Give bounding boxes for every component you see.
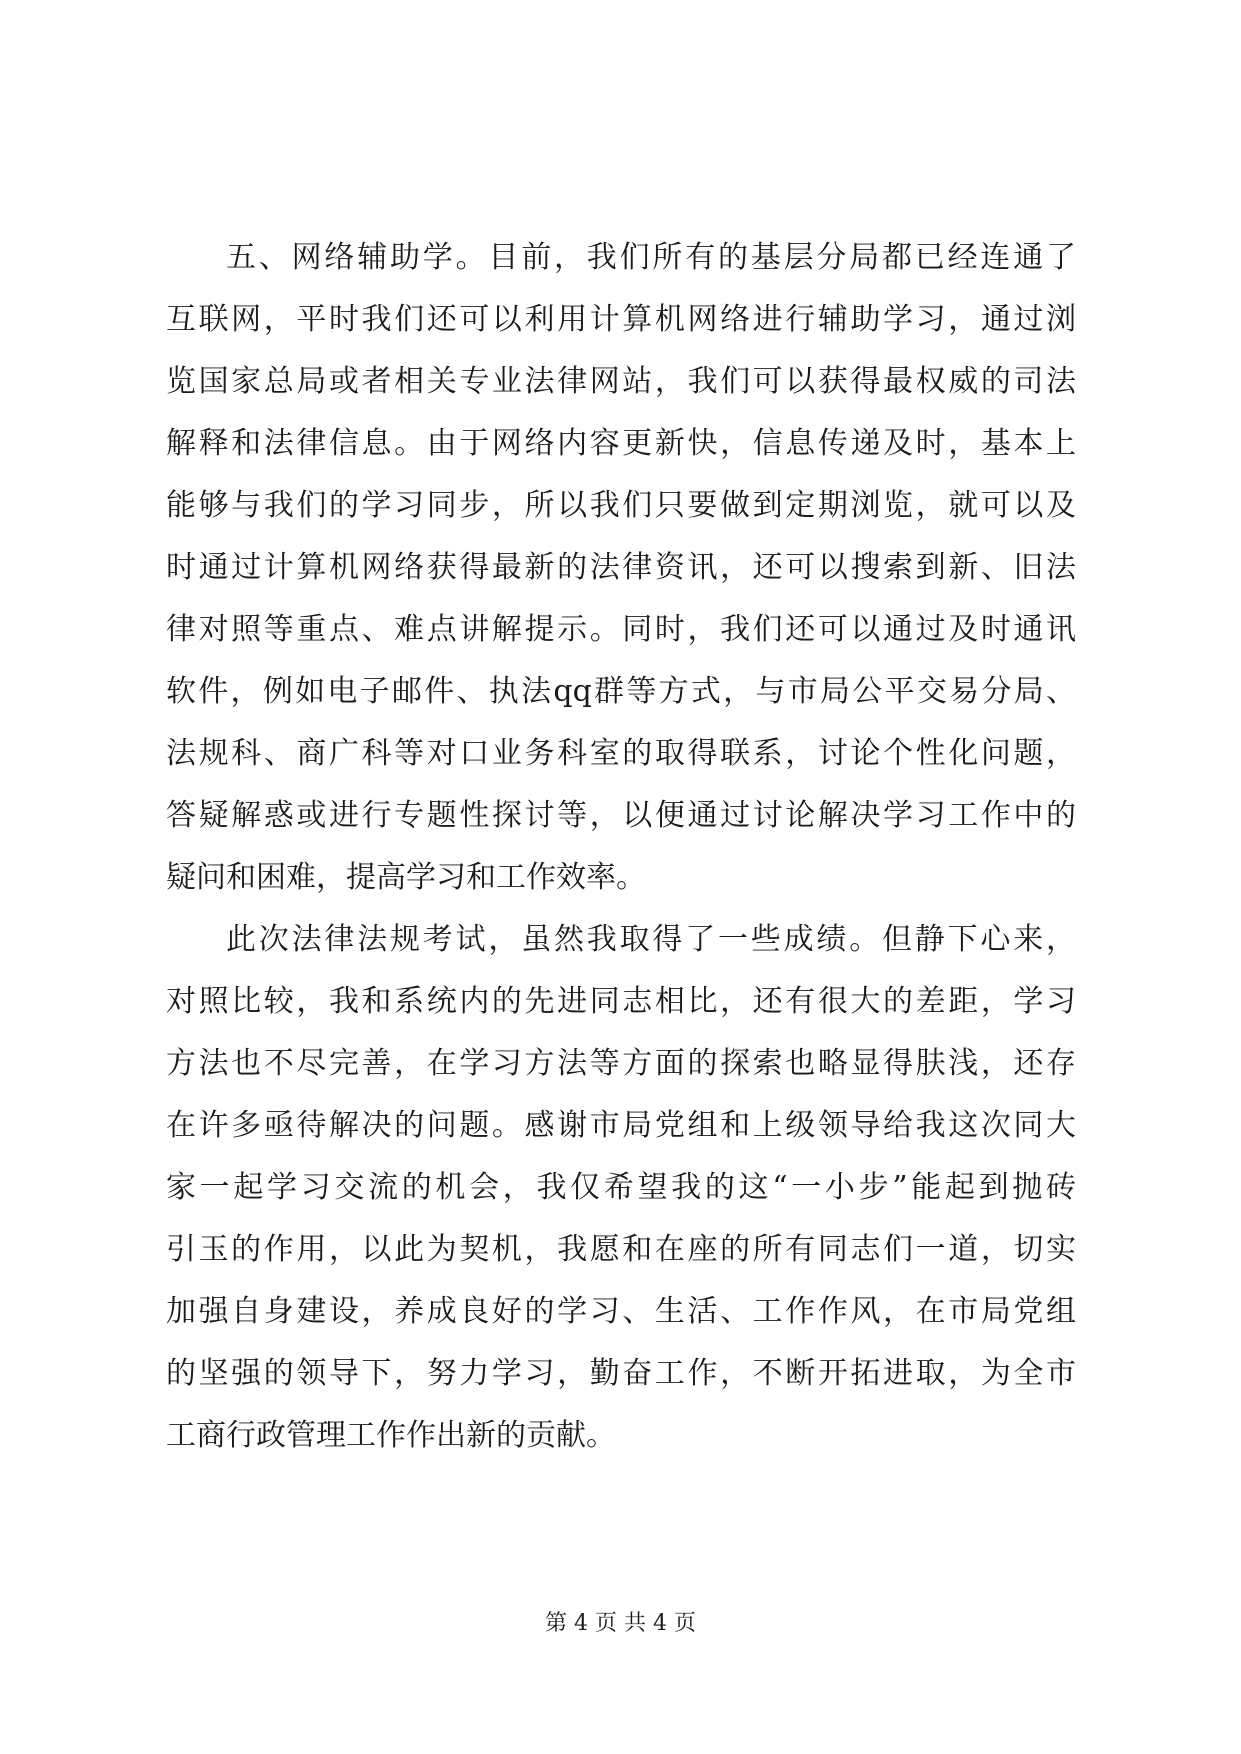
- text-line: 工商行政管理工作作出新的贡献。: [166, 1418, 616, 1453]
- text-line: 时通过计算机网络获得最新的法律资讯，还可以搜索到新、旧法: [166, 550, 1076, 585]
- text-line: 答疑解惑或进行专题性探讨等，以便通过讨论解决学习工作中的: [166, 798, 1076, 833]
- text-line: 法规科、商广科等对口业务科室的取得联系，讨论个性化问题，: [166, 736, 1076, 771]
- text-line: 家一起学习交流的机会，我仅希望我的这“一小步”能起到抛砖: [166, 1170, 1076, 1205]
- text-line: 能够与我们的学习同步，所以我们只要做到定期浏览，就可以及: [166, 488, 1076, 523]
- page-footer: 第 4 页 共 4 页: [545, 1611, 696, 1636]
- text-line: 方法也不尽完善，在学习方法等方面的探索也略显得肤浅，还存: [166, 1046, 1076, 1081]
- paragraph-2: [166, 909, 1076, 1467]
- paragraph-1: [166, 227, 1076, 909]
- text-line: 此次法律法规考试，虽然我取得了一些成绩。但静下心来，: [226, 922, 1076, 957]
- text-line: 对照比较，我和系统内的先进同志相比，还有很大的差距，学习: [166, 984, 1076, 1019]
- text-line: 疑问和困难，提高学习和工作效率。: [166, 860, 646, 895]
- text-line: 引玉的作用，以此为契机，我愿和在座的所有同志们一道，切实: [166, 1232, 1076, 1267]
- text-line: 览国家总局或者相关专业法律网站，我们可以获得最权威的司法: [166, 364, 1076, 399]
- text-line: 加强自身建设，养成良好的学习、生活、工作作风，在市局党组: [166, 1294, 1076, 1329]
- text-line: 解释和法律信息。由于网络内容更新快，信息传递及时，基本上: [166, 426, 1076, 461]
- text-line: 的坚强的领导下，努力学习，勤奋工作，不断开拓进取，为全市: [166, 1356, 1076, 1391]
- text-line: 五、网络辅助学。目前，我们所有的基层分局都已经连通了: [226, 240, 1076, 275]
- text-line: 在许多亟待解决的问题。感谢市局党组和上级领导给我这次同大: [166, 1108, 1076, 1143]
- text-line: 互联网，平时我们还可以利用计算机网络进行辅助学习，通过浏: [166, 302, 1076, 337]
- text-line: 律对照等重点、难点讲解提示。同时，我们还可以通过及时通讯: [166, 612, 1076, 647]
- text-line: 软件，例如电子邮件、执法qq群等方式，与市局公平交易分局、: [166, 674, 1076, 709]
- document-body: [166, 227, 1076, 1467]
